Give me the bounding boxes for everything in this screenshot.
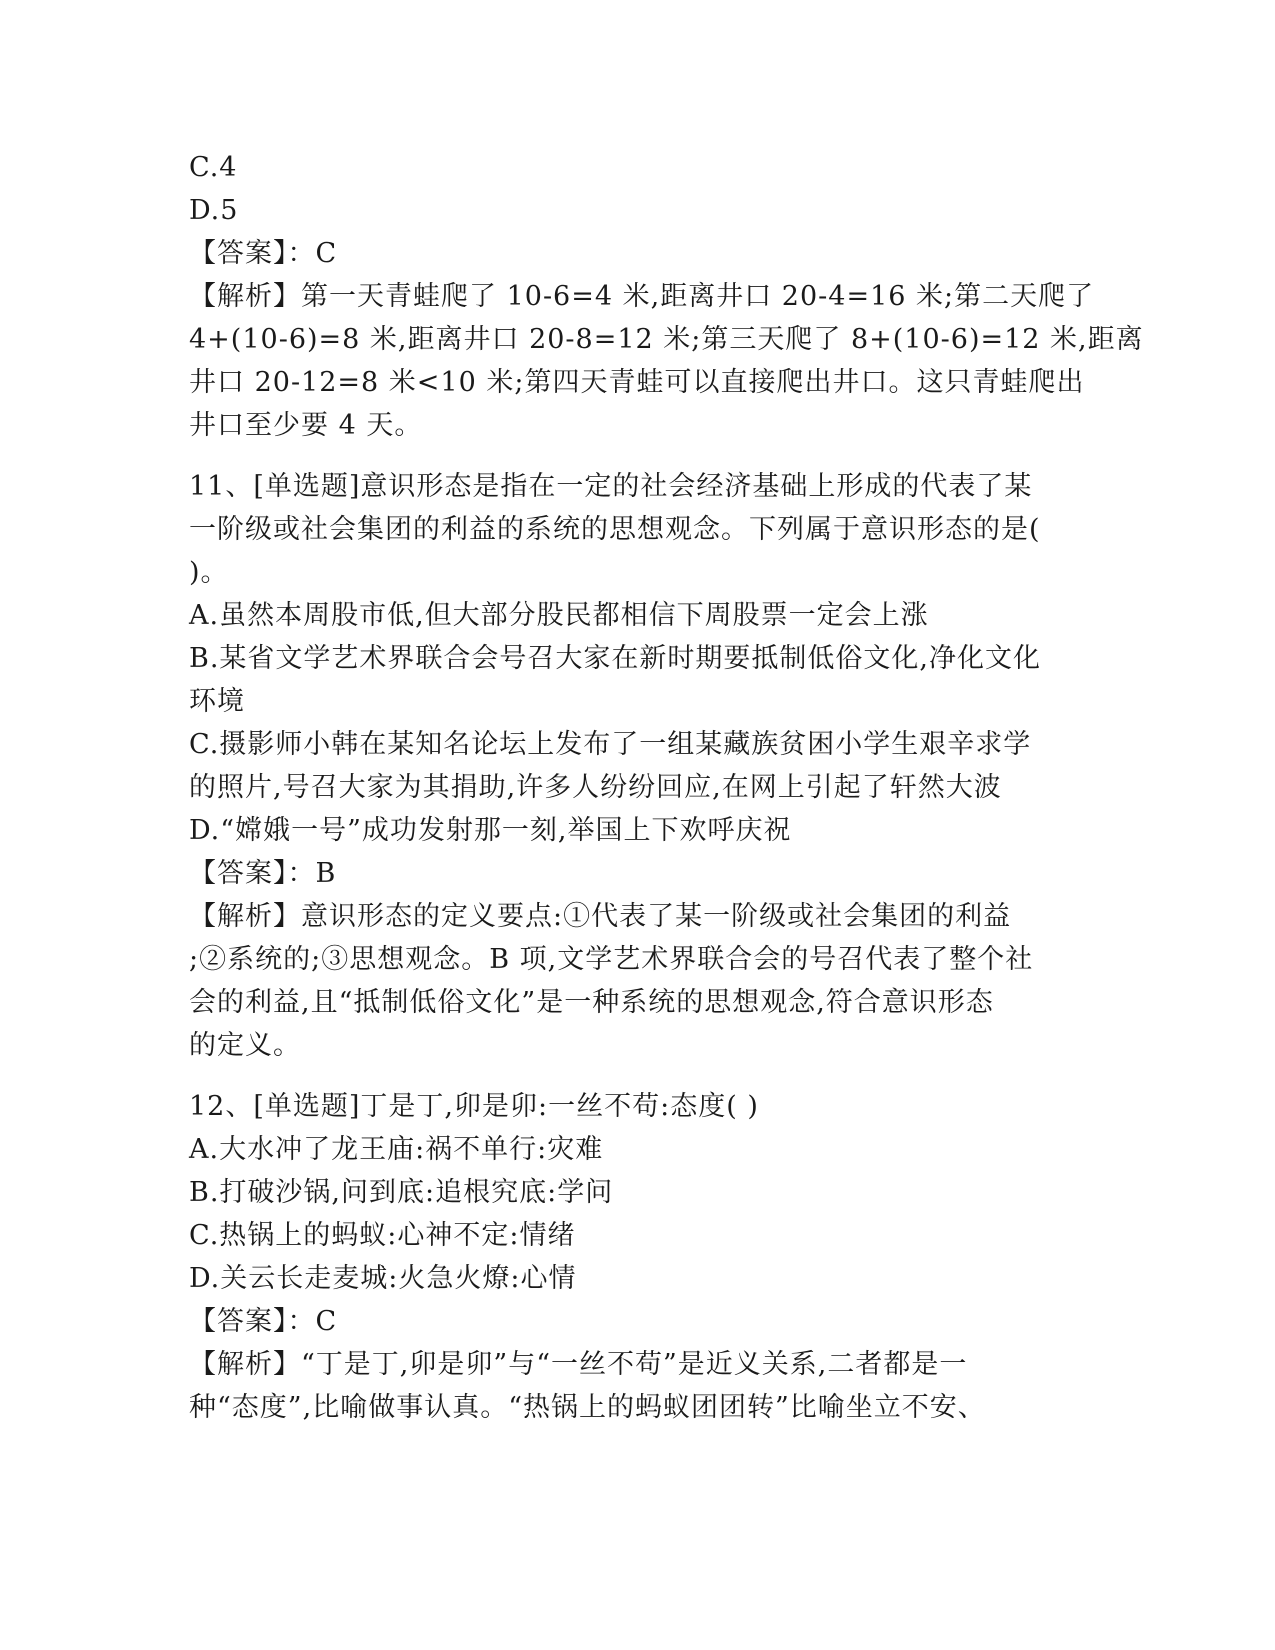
option-c: C.4 <box>189 152 238 183</box>
analysis-line: 会的利益,且“抵制低俗文化”是一种系统的思想观念,符合意识形态 <box>189 987 994 1018</box>
option-c: C.热锅上的蚂蚁:心神不定:情绪 <box>189 1220 576 1251</box>
option-a: A.虽然本周股市低,但大部分股民都相信下周股票一定会上涨 <box>189 600 929 631</box>
analysis-line: 【解析】第一天青蛙爬了 10-6=4 米,距离井口 20-4=16 米;第二天爬了 <box>189 281 1095 312</box>
analysis-line: 种“态度”,比喻做事认真。“热锅上的蚂蚁团团转”比喻坐立不安、 <box>189 1392 986 1423</box>
question-stem: 11、[单选题]意识形态是指在一定的社会经济基础上形成的代表了某 <box>189 471 1033 502</box>
option-d: D.5 <box>189 195 239 226</box>
question-stem: 12、[单选题]丁是丁,卯是卯:一丝不苟:态度( ) <box>189 1091 759 1122</box>
option-b: 环境 <box>189 686 245 717</box>
analysis-line: 井口至少要 4 天。 <box>189 410 423 441</box>
option-c: C.摄影师小韩在某知名论坛上发布了一组某藏族贫困小学生艰辛求学 <box>189 729 1032 760</box>
option-b: B.某省文学艺术界联合会号召大家在新时期要抵制低俗文化,净化文化 <box>189 643 1042 674</box>
analysis-line: 【解析】意识形态的定义要点:①代表了某一阶级或社会集团的利益 <box>189 901 1012 932</box>
analysis-line: 【解析】“丁是丁,卯是卯”与“一丝不苟”是近义关系,二者都是一 <box>189 1349 968 1380</box>
option-b: B.打破沙锅,问到底:追根究底:学问 <box>189 1177 614 1208</box>
analysis-line: ;②系统的;③思想观念。B 项,文学艺术界联合会的号召代表了整个社 <box>189 944 1034 975</box>
document-page <box>189 146 1144 1429</box>
option-a: A.大水冲了龙王庙:祸不单行:灾难 <box>189 1134 604 1165</box>
option-d: D.关云长走麦城:火急火燎:心情 <box>189 1263 577 1294</box>
analysis-line: 4+(10-6)=8 米,距离井口 20-8=12 米;第三天爬了 8+(10-6)=12 米,距离 <box>189 324 1144 355</box>
answer: 【答案】：C <box>189 238 338 269</box>
answer: 【答案】：B <box>189 858 337 889</box>
question-11 <box>189 465 1089 1067</box>
option-d: D.“嫦娥一号”成功发射那一刻,举国上下欢呼庆祝 <box>189 815 792 846</box>
analysis-line: 井口 20-12=8 米<10 米;第四天青蛙可以直接爬出井口。这只青蛙爬出 <box>189 367 1085 398</box>
question-stem: )。 <box>189 557 229 588</box>
answer: 【答案】：C <box>189 1306 338 1337</box>
analysis-line: 的定义。 <box>189 1030 301 1061</box>
question-12 <box>189 1085 1089 1429</box>
question-10-tail <box>189 146 1144 447</box>
question-stem: 一阶级或社会集团的利益的系统的思想观念。下列属于意识形态的是( <box>189 514 1041 545</box>
option-c: 的照片,号召大家为其捐助,许多人纷纷回应,在网上引起了轩然大波 <box>189 772 1002 803</box>
